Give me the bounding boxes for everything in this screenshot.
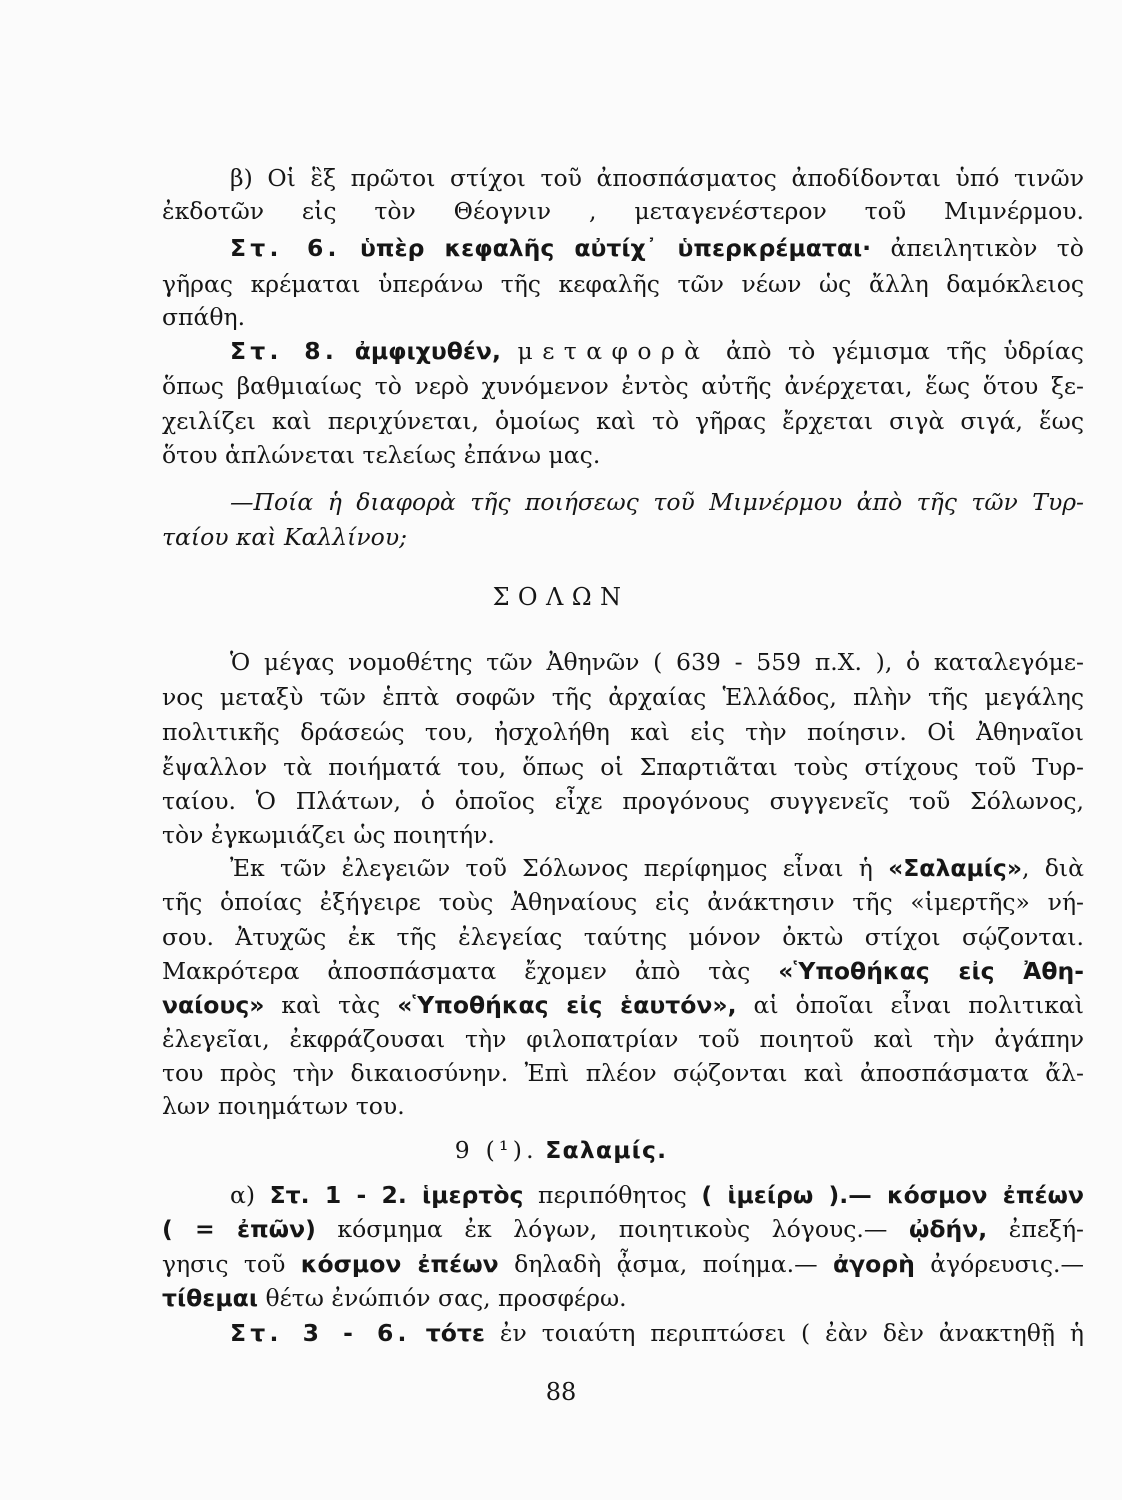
text: —Ποία ἡ διαφορὰ τῆς ποιήσεως τοῦ Μιμνέρμου ἀπὸ τῆς τῶν Τυρ- — [230, 488, 1084, 516]
text: ὅτου ἁπλώνεται τελείως ἐπάνω μας. — [162, 441, 601, 469]
text: θέτω ἐνώπιόν σας, προσφέρω. — [265, 1284, 627, 1312]
text: β) Οἱ ἓξ πρῶτοι στίχοι τοῦ ἀποσπάσματος ἀποδίδονται ὑπό τινῶν — [230, 164, 1084, 192]
lemma: ( ἱμείρω ).— κόσμον ἐπέων — [701, 1181, 1084, 1209]
text: ταίου καὶ Καλλίνου; — [162, 523, 408, 551]
text: ἐν τοιαύτη περιπτώσει ( ἐὰν δὲν ἀνακτηθῇ ἡ — [499, 1319, 1084, 1347]
text: νος μεταξὺ τῶν ἑπτὰ σοφῶν τῆς ἀρχαίας Ἑλλάδος, πλὴν τῆς μεγάλης — [162, 683, 1084, 711]
lemma: ὑπὲρ κεφαλῆς αὐτίχ᾿ ὑπερκρέμαται· — [360, 234, 872, 262]
work-title: «Ὑποθήκας εἰς ἑαυτόν», — [397, 991, 737, 1019]
text: δηλαδὴ ᾆσμα, ποίημα.— — [514, 1250, 818, 1278]
text: ταίου. Ὁ Πλάτων, ὁ ὁποῖος εἶχε προγόνους συγγενεῖς τοῦ Σόλωνος, — [162, 787, 1084, 815]
poem-number: 9 (¹). — [454, 1136, 538, 1164]
text: ἀγόρευσις.— — [930, 1250, 1084, 1278]
verse-ref: Στ. 8. — [230, 337, 339, 365]
notes-a-line-4 — [162, 1278, 1084, 1318]
question-line-1 — [230, 482, 1084, 522]
text: γῆρας κρέμαται ὑπεράνω τῆς κεφαλῆς τῶν νέων ὡς ἄλλη δαμόκλειος — [162, 270, 1084, 298]
note-b-line-2 — [162, 191, 1084, 231]
emphasized-word: μεταφορὰ — [517, 337, 710, 365]
text: αἱ ὁποῖαι εἶναι πολιτικαὶ — [753, 991, 1084, 1019]
lemma: ἀμφιχυθέν, — [354, 337, 501, 365]
text: , διὰ — [1022, 854, 1084, 882]
work-title: «Σαλαμίς» — [888, 854, 1023, 882]
text: Ἐκ τῶν ἐλεγειῶν τοῦ Σόλωνος περίφημος εἶναι ἡ — [230, 854, 873, 882]
elegies-line-8 — [162, 1086, 1084, 1126]
lemma: τίθεμαι — [162, 1284, 258, 1312]
lemma: Στ. 1 - 2. ἱμερτὸς — [269, 1181, 524, 1209]
text: πολιτικῆς δράσεώς του, ἠσχολήθη καὶ εἰς τὴν ποίησιν. Οἱ Ἀθηναῖοι — [162, 718, 1084, 746]
work-title: ναίους» — [162, 991, 265, 1019]
lemma: ᾠδήν, — [908, 1215, 988, 1243]
text: λων ποιημάτων του. — [162, 1092, 405, 1120]
elegies-line-2 — [162, 882, 1084, 922]
section-title — [0, 577, 1122, 617]
text: ὅπως βαθμιαίως τὸ νερὸ χυνόμενον ἐντὸς αὐτῆς ἀνέρχεται, ἕως ὅτου ξε- — [162, 372, 1084, 400]
text: 88 — [545, 1378, 577, 1406]
intro-line-1 — [230, 642, 1084, 682]
verse-ref: Στ. 3 - 6. — [230, 1319, 411, 1347]
st36-line-1 — [230, 1313, 1084, 1353]
intro-line-2 — [162, 677, 1084, 717]
poem-title: Σαλαμίς. — [545, 1136, 668, 1164]
text: τὸν ἐγκωμιάζει ὡς ποιητήν. — [162, 821, 495, 849]
text: ἐκδοτῶν εἰς τὸν Θέογνιν , μεταγενέστερον τοῦ Μιμνέρμου. — [162, 197, 1084, 225]
text: Ὁ μέγας νομοθέτης τῶν Ἀθηνῶν ( 639 - 559 π.Χ. ), ὁ καταλεγόμε- — [230, 648, 1084, 676]
text: κόσμημα ἐκ λόγων, ποιητικοὺς λόγους.— — [337, 1215, 888, 1243]
st8-line-1 — [230, 331, 1084, 371]
text: σου. Ἀτυχῶς ἐκ τῆς ἐλεγείας ταύτης μόνον ὀκτὼ στίχοι σῴζονται. — [162, 923, 1084, 951]
lemma: ἀγορὴ — [833, 1250, 915, 1278]
poem-heading — [0, 1130, 1122, 1170]
text: ΣΟΛΩΝ — [492, 583, 630, 611]
page-number — [0, 1372, 1122, 1412]
text: γησις τοῦ — [162, 1250, 286, 1278]
st8-line-2 — [162, 366, 1084, 406]
question-line-2 — [162, 517, 1084, 557]
text: του πρὸς τὴν δικαιοσύνην. Ἐπὶ πλέον σῴζονται καὶ ἀποσπάσματα ἄλ- — [162, 1059, 1084, 1087]
text: χειλίζει καὶ περιχύνεται, ὁμοίως καὶ τὸ γῆρας ἔρχεται σιγὰ σιγά, ἕως — [162, 407, 1084, 435]
text: ἐλεγεῖαι, ἐκφράζουσαι τὴν φιλοπατρίαν τοῦ ποιητοῦ καὶ τὴν ἀγάπην — [162, 1025, 1084, 1053]
st8-line-4 — [162, 435, 1084, 475]
text: ἀπειλητικὸν τὸ — [890, 234, 1084, 262]
work-title: «Ὑποθήκας εἰς Ἀθη- — [778, 957, 1084, 985]
lemma: ( = ἐπῶν) — [162, 1215, 316, 1243]
lemma: κόσμον ἐπέων — [300, 1250, 499, 1278]
text: καὶ τὰς — [281, 991, 381, 1019]
verse-ref: Στ. 6. — [230, 234, 341, 262]
text: ἀπὸ τὸ γέμισμα τῆς ὑδρίας — [726, 337, 1084, 365]
text: σπάθη. — [162, 303, 246, 331]
text: ἐπεξή- — [1008, 1215, 1084, 1243]
text: ἔψαλλον τὰ ποιήματά του, ὅπως οἱ Σπαρτιᾶται τοὺς στίχους τοῦ Τυρ- — [162, 753, 1084, 781]
text: Μακρότερα ἀποσπάσματα ἔχομεν ἀπὸ τὰς — [162, 957, 751, 985]
lemma: τότε — [425, 1319, 485, 1347]
st6-line-1 — [230, 228, 1084, 268]
intro-line-3 — [162, 712, 1084, 752]
notes-a-line-2 — [162, 1209, 1084, 1249]
text: α) — [230, 1181, 256, 1209]
text: περιπόθητος — [538, 1181, 687, 1209]
text: τῆς ὁποίας ἐξήγειρε τοὺς Ἀθηναίους εἰς ἀνάκτησιν τῆς «ἱμερτῆς» νή- — [162, 888, 1084, 916]
